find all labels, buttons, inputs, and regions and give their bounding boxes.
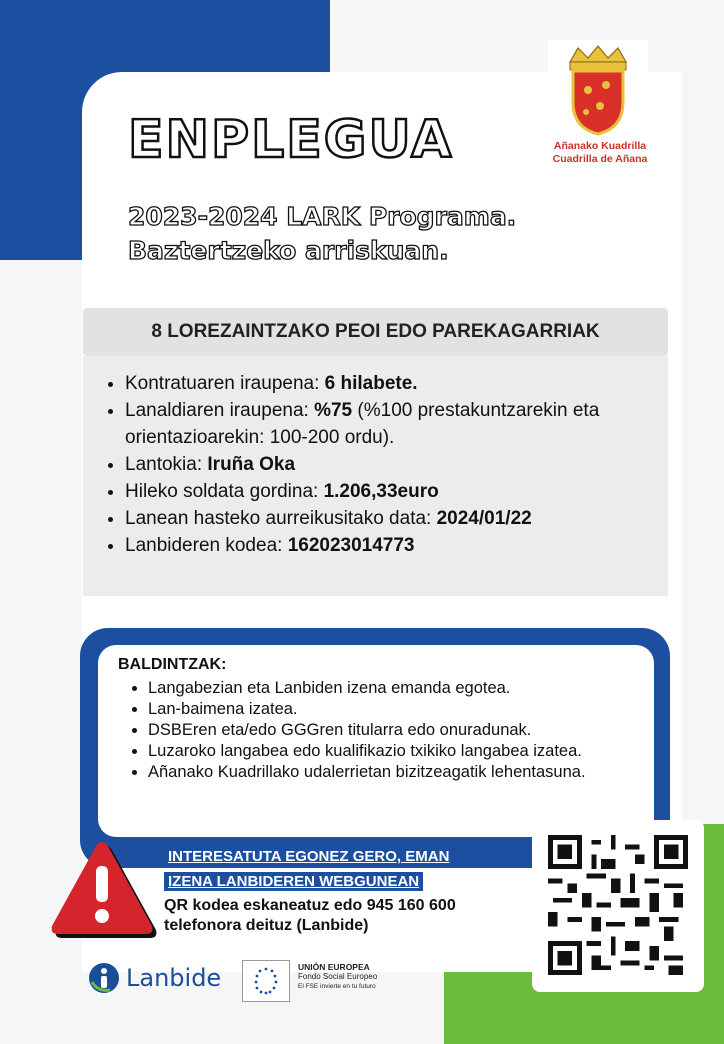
page-subtitle: [128, 200, 516, 268]
subtitle-line-1: 2023-2024 LARK Programa.: [128, 202, 517, 231]
job-details: [83, 356, 668, 596]
notice-line-2: IZENA LANBIDEREN WEBGUNEAN: [164, 872, 423, 891]
condition-item: • Añanako Kuadrillako udalerrietan bizitzeagatik lehentasuna.: [148, 762, 668, 783]
notice-contact: [164, 896, 456, 936]
warning-icon: [46, 834, 158, 943]
condition-item: • Lan-baimena izatea.: [148, 699, 668, 720]
eu-flag: [242, 960, 290, 1002]
cuadrilla-name: [540, 140, 660, 166]
job-title-bar: [83, 308, 668, 356]
detail-duration: • Kontratuaren iraupena: 6 hilabete.: [125, 370, 658, 397]
eu-title: UNIÓN EUROPEA: [298, 962, 370, 972]
cuadrilla-name-eu: Añanako Kuadrilla: [553, 140, 647, 152]
detail-location: • Lantokia: Iruña Oka: [125, 451, 658, 478]
eu-fund: Fondo Social Europeo: [298, 972, 378, 981]
detail-start-date: • Lanean hasteko aurreikusitako data: 2024/01/22: [125, 505, 658, 532]
detail-code: • Lanbideren kodea: 162023014773: [125, 532, 658, 559]
job-title: 8 LOREZAINTZAKO PEOI EDO PAREKAGARRIAK: [151, 321, 600, 342]
page-title: ENPLEGUA: [128, 110, 454, 170]
job-details-list: [83, 356, 668, 559]
cuadrilla-name-es: Cuadrilla de Añana: [552, 153, 648, 165]
coat-of-arms-icon: [548, 40, 648, 140]
cuadrilla-logo: [548, 40, 648, 140]
conditions-title: BALDINTZAK:: [118, 656, 227, 673]
condition-item: • DSBEren eta/edo GGGren titularra edo onuradunak.: [148, 720, 668, 741]
eu-caption: [298, 962, 377, 992]
detail-workday: • Lanaldiaren iraupena: %75 (%100 prestakuntzarekin eta orientazioarekin: 100-200 ordu).: [125, 397, 658, 451]
notice-line-3: QR kodea eskaneatuz edo 945 160 600: [164, 897, 456, 914]
eu-slogan: El FSE invierte en tu futuro: [298, 983, 376, 990]
lanbide-name: Lanbide: [126, 964, 222, 992]
detail-salary: • Hileko soldata gordina: 1.206,33euro: [125, 478, 658, 505]
conditions-list: [118, 678, 668, 783]
lanbide-icon: [88, 962, 120, 994]
notice-line-4: telefonora deituz (Lanbide): [164, 917, 369, 934]
subtitle-line-2: Baztertzeko arriskuan.: [128, 236, 449, 265]
condition-item: • Langabezian eta Lanbiden izena emanda egotea.: [148, 678, 668, 699]
condition-item: • Luzaroko langabea edo kualifikazio txikiko langabea izatea.: [148, 741, 668, 762]
notice-line-1: INTERESATUTA EGONEZ GERO, EMAN: [164, 847, 453, 866]
lanbide-logo: [88, 962, 221, 994]
qr-code[interactable]: [548, 835, 688, 975]
eu-stars-icon: [243, 961, 289, 1001]
